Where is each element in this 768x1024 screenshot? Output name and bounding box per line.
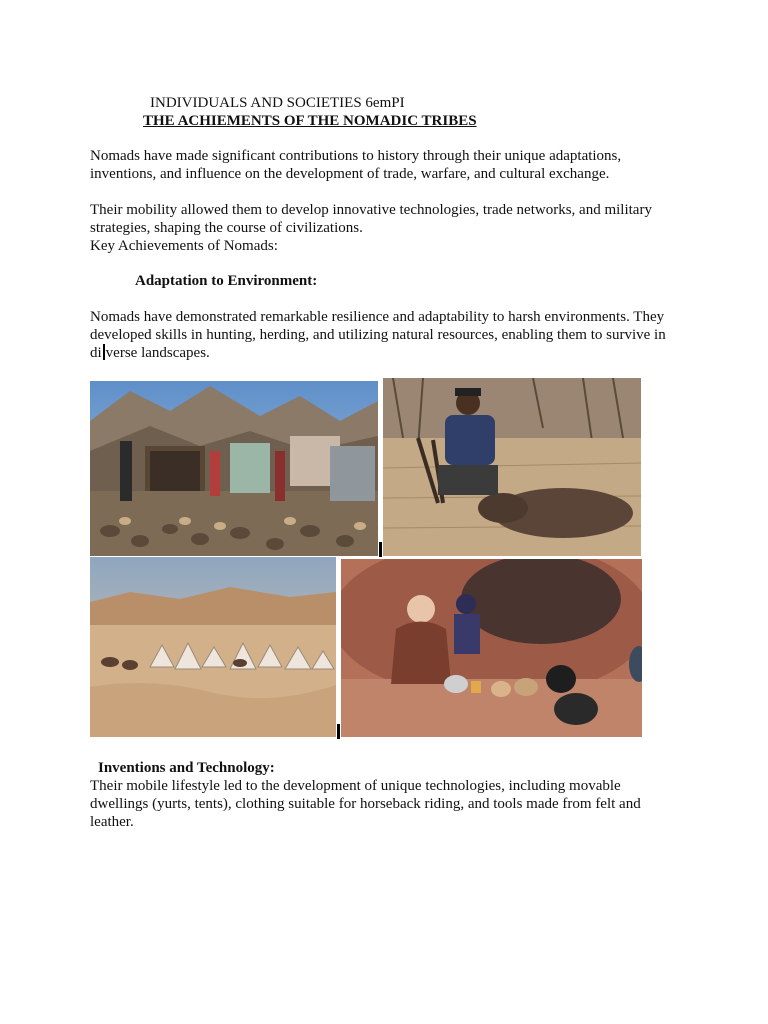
inventions-paragraph: Their mobile lifestyle led to the development of unique technologies, including movable dwellings (yurts, tents), clothing suitable for horseback riding, and tools made from felt and leather. bbox=[90, 778, 641, 830]
adaptation-paragraph bbox=[90, 308, 680, 362]
page-title: THE ACHIEMENTS OF THE NOMADIC TRIBES bbox=[143, 113, 477, 129]
adaptation-text-part2: verse landscapes. bbox=[105, 345, 210, 361]
key-achievements-label: Key Achievements of Nomads: bbox=[90, 238, 278, 254]
intro-paragraph: Nomads have made significant contributions to history through their unique adaptations, inventions, and influence on the development of trade, warfare, and cultural exchange. bbox=[90, 148, 622, 182]
desert-tents-camels-photo[interactable] bbox=[90, 557, 336, 737]
image-anchor-marker bbox=[337, 724, 340, 739]
image-anchor-marker bbox=[379, 542, 382, 557]
text-cursor bbox=[103, 344, 105, 360]
adaptation-text-part1: Nomads have demonstrated remarkable resilience and adaptability to harsh environments. They developed skills in hunting, herding, and utilizing natural resources, enabling them to survive in di bbox=[90, 309, 666, 361]
mobility-line-1: Their mobility allowed them to develop innovative technologies, trade networks, and military bbox=[90, 202, 652, 218]
adaptation-heading: Adaptation to Environment: bbox=[135, 273, 318, 289]
inventions-heading: Inventions and Technology: bbox=[98, 760, 275, 776]
cave-cooking-women-photo[interactable] bbox=[341, 559, 642, 737]
mobility-paragraph bbox=[90, 201, 680, 255]
mobility-line-2: strategies, shaping the course of civilizations. bbox=[90, 220, 363, 236]
hunter-with-antelope-photo[interactable] bbox=[383, 378, 641, 556]
nomad-camp-photo[interactable] bbox=[90, 381, 378, 556]
course-heading: INDIVIDUALS AND SOCIETIES 6emPI bbox=[150, 95, 405, 111]
